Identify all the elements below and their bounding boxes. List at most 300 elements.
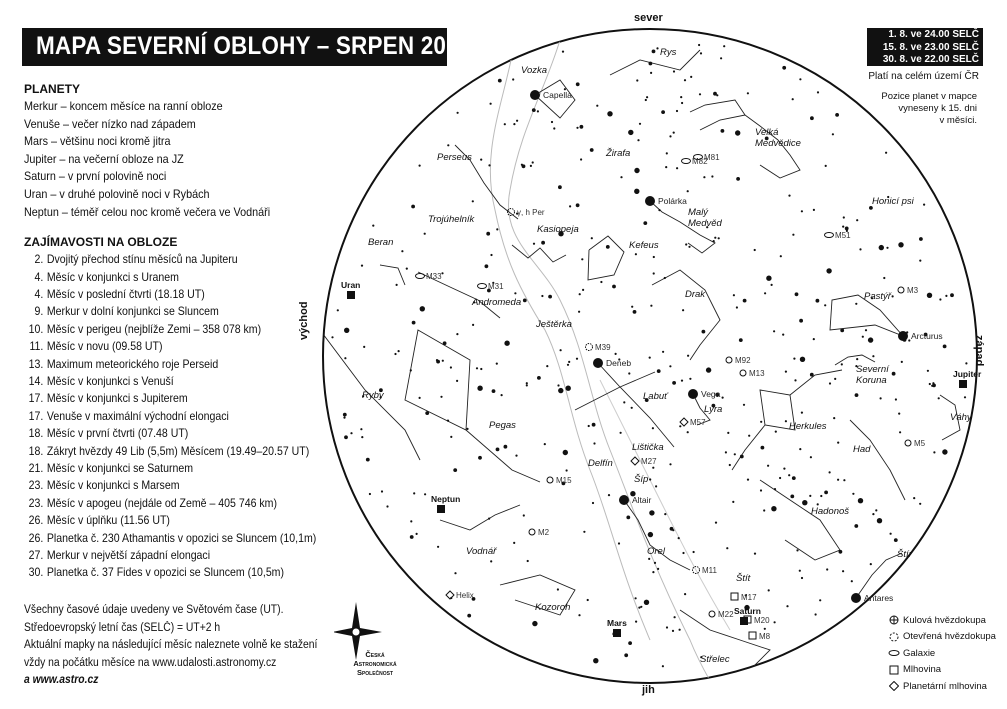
globular-cluster-icon xyxy=(709,611,715,617)
star xyxy=(372,225,374,227)
star xyxy=(706,367,711,372)
globular-cluster-icon xyxy=(529,529,535,535)
star xyxy=(841,363,843,365)
planet-item: Jupiter – na večerní obloze na JZ xyxy=(24,151,184,166)
object-label: M5 xyxy=(914,439,926,448)
star xyxy=(513,542,515,544)
star xyxy=(526,382,528,384)
star xyxy=(886,247,888,249)
legend-item xyxy=(885,662,996,679)
constellation-label: Kozoroh xyxy=(535,602,571,613)
legend-label: Kulová hvězdokupa xyxy=(903,614,986,626)
star xyxy=(800,357,805,362)
constellation-label: Had xyxy=(853,444,871,455)
star xyxy=(596,105,598,107)
star xyxy=(856,358,858,360)
star xyxy=(714,237,716,239)
event-text: Měsíc v konjunkci s Marsem xyxy=(46,478,180,493)
star xyxy=(802,500,807,505)
star xyxy=(801,210,803,212)
constellation-label: Herkules xyxy=(789,421,827,432)
legend-item xyxy=(885,629,996,646)
star xyxy=(366,458,370,462)
star xyxy=(788,474,790,476)
star xyxy=(837,479,839,481)
star xyxy=(754,553,756,555)
object-label: Helix xyxy=(456,591,474,600)
star xyxy=(447,420,449,422)
star xyxy=(410,520,412,522)
star xyxy=(872,355,874,357)
event-text: Planetka č. 37 Fides v opozici se Sluncem (10,5m) xyxy=(46,565,285,580)
star xyxy=(855,303,857,305)
star xyxy=(672,381,676,385)
star xyxy=(819,599,821,601)
constellation-label: Perseus xyxy=(437,152,472,163)
star xyxy=(492,389,496,393)
star xyxy=(842,570,844,572)
star xyxy=(514,292,516,294)
bright-star xyxy=(898,331,908,341)
star xyxy=(606,245,610,249)
logo-text: Společnost xyxy=(356,668,394,677)
star xyxy=(761,446,765,450)
star xyxy=(456,333,458,335)
star xyxy=(899,431,901,433)
star xyxy=(557,588,559,590)
event-date: 4. xyxy=(34,269,44,284)
star xyxy=(764,628,766,630)
star xyxy=(578,614,580,616)
logo-text: Astronomická xyxy=(353,659,397,668)
star xyxy=(655,485,657,487)
star xyxy=(472,200,474,202)
star xyxy=(644,600,649,605)
event-text: Zákryt hvězdy 49 Lib (5,5m) Měsícem (19.49–20.57 UT) xyxy=(46,443,310,458)
star xyxy=(726,547,728,549)
star xyxy=(736,306,738,308)
star xyxy=(648,558,650,560)
globular-cluster-icon xyxy=(726,357,732,363)
star xyxy=(544,443,546,445)
star xyxy=(747,479,749,481)
star xyxy=(943,345,947,349)
star xyxy=(522,164,526,168)
star xyxy=(512,78,514,80)
star xyxy=(783,468,785,470)
star xyxy=(794,379,796,381)
bright-star xyxy=(619,495,629,505)
galaxy-icon xyxy=(825,233,834,238)
star xyxy=(796,549,798,551)
footer-line: vždy na počátku měsíce na www.udalosti.astronomy.cz xyxy=(24,656,277,669)
star xyxy=(361,265,363,267)
event-date: 30. xyxy=(28,565,44,580)
object-label: M20 xyxy=(754,616,770,625)
logo-text: Česká xyxy=(365,650,385,659)
star xyxy=(715,522,717,524)
star xyxy=(913,497,915,499)
star xyxy=(942,449,947,454)
star xyxy=(788,195,790,197)
star xyxy=(711,175,713,177)
star xyxy=(785,371,787,373)
star xyxy=(490,254,492,256)
star xyxy=(824,491,828,495)
planet-marker xyxy=(613,629,621,637)
star xyxy=(774,621,776,623)
constellation-label: Žirafa xyxy=(606,148,631,159)
star xyxy=(840,329,844,333)
star xyxy=(396,284,398,286)
star xyxy=(657,369,661,373)
star xyxy=(938,397,940,399)
star xyxy=(673,132,675,134)
star-label: Capella xyxy=(543,90,572,100)
star xyxy=(662,351,664,353)
bright-star xyxy=(645,196,655,206)
star xyxy=(681,102,683,104)
star xyxy=(653,256,655,258)
star xyxy=(477,386,482,391)
society-logo xyxy=(334,600,404,690)
star xyxy=(833,417,835,419)
star xyxy=(580,125,584,129)
star xyxy=(689,378,691,380)
validity-note: Platí na celém území ČR xyxy=(868,71,979,82)
star xyxy=(588,425,590,427)
star xyxy=(799,570,801,572)
star xyxy=(631,407,633,409)
planet-label: Jupiter xyxy=(953,369,982,379)
legend-label: Planetární mlhovina xyxy=(903,680,987,692)
star xyxy=(360,428,362,430)
star xyxy=(892,295,894,297)
star xyxy=(688,246,690,248)
star xyxy=(631,306,633,308)
star xyxy=(532,108,536,112)
object-label: M11 xyxy=(702,566,717,575)
star xyxy=(843,216,845,218)
object-label: M2 xyxy=(538,528,550,537)
star xyxy=(643,221,647,225)
star xyxy=(504,123,506,125)
star xyxy=(810,373,814,377)
event-text: Měsíc v perigeu (nejblíže Zemi – 358 078 km) xyxy=(46,321,262,336)
star xyxy=(700,52,702,54)
planet-item: Merkur – koncem měsíce na ranní obloze xyxy=(24,99,223,113)
footer-line: a www.astro.cz xyxy=(24,674,99,687)
star xyxy=(344,357,346,359)
constellation-label: Lištička xyxy=(632,442,664,453)
star xyxy=(480,159,482,161)
star xyxy=(562,51,564,53)
direction-south: jih xyxy=(642,684,655,696)
constellation-label-part: Koruna xyxy=(856,375,887,386)
star xyxy=(649,62,653,66)
object-label: M33 xyxy=(426,272,442,281)
star xyxy=(732,501,734,503)
star xyxy=(649,478,651,480)
star xyxy=(687,190,689,192)
star xyxy=(635,621,637,623)
star xyxy=(872,513,874,515)
star xyxy=(735,130,740,135)
star xyxy=(607,111,612,116)
star xyxy=(558,185,562,189)
event-date: 27. xyxy=(28,548,44,563)
star xyxy=(401,250,403,252)
star xyxy=(801,412,803,414)
star xyxy=(581,258,583,260)
star xyxy=(628,372,630,374)
planetary-nebula-icon xyxy=(680,418,688,426)
constellation-label-part: Severní xyxy=(856,364,889,375)
star xyxy=(532,161,534,163)
star xyxy=(656,47,658,49)
star xyxy=(676,167,678,169)
star xyxy=(829,382,831,384)
star xyxy=(638,607,640,609)
open-cluster-icon xyxy=(586,344,593,351)
star xyxy=(672,630,674,632)
star xyxy=(702,330,706,334)
star xyxy=(933,451,935,453)
star xyxy=(600,281,602,283)
star xyxy=(454,572,456,574)
planet-item: Saturn – v první polovině noci xyxy=(24,169,167,184)
planet-label: Uran xyxy=(341,280,361,290)
star xyxy=(842,226,844,228)
constellation-label: Delfín xyxy=(588,458,613,469)
star xyxy=(480,368,482,370)
star xyxy=(419,165,421,167)
star xyxy=(919,503,921,505)
star xyxy=(740,455,744,459)
constellation-label-part: Malý xyxy=(688,207,709,218)
star xyxy=(879,245,884,250)
star xyxy=(381,490,383,492)
star xyxy=(950,293,954,297)
nebula-icon xyxy=(731,593,738,600)
direction-west: západ xyxy=(973,335,985,367)
planet-note-line: Pozice planet v mapce xyxy=(881,91,977,102)
star xyxy=(666,152,668,154)
event-date: 18. xyxy=(28,426,44,441)
star xyxy=(679,629,681,631)
star xyxy=(419,397,421,399)
star xyxy=(834,378,836,380)
star xyxy=(817,91,819,93)
star xyxy=(774,488,776,490)
event-text: Maximum meteorického roje Perseid xyxy=(46,356,219,371)
star xyxy=(713,240,715,242)
star xyxy=(856,219,858,221)
star-label: Deneb xyxy=(606,358,632,368)
legend-item xyxy=(885,678,996,695)
legend-item xyxy=(885,612,996,629)
star xyxy=(635,253,637,255)
star xyxy=(498,79,502,83)
star xyxy=(411,205,415,209)
star xyxy=(768,589,770,591)
star xyxy=(684,79,686,81)
star xyxy=(687,355,689,357)
star xyxy=(623,401,625,403)
star xyxy=(513,123,515,125)
constellation-label: Lyra xyxy=(704,404,723,415)
constellation-label: Šíp xyxy=(634,474,649,485)
object-label: M13 xyxy=(749,369,765,378)
star xyxy=(496,228,498,230)
star xyxy=(652,467,654,469)
star xyxy=(901,361,903,363)
event-text: Měsíc v konjunkci se Saturnem xyxy=(46,461,194,476)
star xyxy=(618,542,620,544)
event-text: Měsíc v poslední čtvrti (18.18 UT) xyxy=(46,286,205,301)
object-label: M51 xyxy=(835,231,851,240)
star xyxy=(566,386,571,391)
star xyxy=(456,380,458,382)
star xyxy=(799,448,801,450)
star xyxy=(634,189,639,194)
star xyxy=(612,285,616,289)
object-label: M22 xyxy=(718,610,734,619)
star xyxy=(478,456,482,460)
star xyxy=(674,616,676,618)
event-text: Merkur v největší západní elongaci xyxy=(46,548,211,563)
star xyxy=(743,404,745,406)
star-label: Polárka xyxy=(658,196,687,206)
constellation-label-part: Medvědice xyxy=(755,138,801,149)
star xyxy=(558,388,563,393)
star xyxy=(576,203,580,207)
star xyxy=(739,338,743,342)
star xyxy=(898,413,900,415)
event-text: Měsíc v konjunkci s Uranem xyxy=(46,269,179,284)
star xyxy=(820,495,822,497)
star xyxy=(526,384,528,386)
planet-label: Mars xyxy=(607,618,627,628)
constellation-label: Andromeda xyxy=(472,297,522,308)
date-line: 1. 8. ve 24.00 SELČ xyxy=(888,29,979,40)
legend-item xyxy=(885,645,996,662)
star xyxy=(516,120,518,122)
object-label: M57 xyxy=(690,418,706,427)
star xyxy=(504,341,509,346)
star xyxy=(620,176,622,178)
star xyxy=(608,494,610,496)
star xyxy=(486,232,490,236)
star xyxy=(593,658,598,663)
star xyxy=(398,350,400,352)
star xyxy=(447,144,449,146)
event-text: Planetka č. 230 Athamantis v opozici se Sluncem (10,1m) xyxy=(46,530,317,545)
star xyxy=(718,237,720,239)
map-labels xyxy=(341,47,982,665)
star xyxy=(548,295,552,299)
constellation-label-part: Medvěd xyxy=(688,218,722,229)
planet-marker xyxy=(959,380,967,388)
star xyxy=(576,358,578,360)
star xyxy=(682,552,684,554)
star xyxy=(443,341,447,345)
constellation-label: Střelec xyxy=(700,654,730,665)
constellation-label: Hadonoš xyxy=(811,506,850,517)
star-label: Vega xyxy=(701,389,721,399)
star xyxy=(580,158,582,160)
star xyxy=(490,560,492,562)
planet-label: Saturn xyxy=(734,606,761,616)
star xyxy=(485,264,489,268)
star xyxy=(858,498,863,503)
star xyxy=(851,580,853,582)
star xyxy=(420,306,425,311)
star xyxy=(932,384,936,388)
star xyxy=(488,164,490,166)
star xyxy=(690,76,692,78)
star xyxy=(829,471,831,473)
date-line: 30. 8. ve 22.00 SELČ xyxy=(882,54,979,65)
star xyxy=(496,363,498,365)
event-text: Měsíc v apogeu (nejdále od Země – 405 746 km) xyxy=(46,495,277,510)
constellation-label: Ještěrka xyxy=(536,319,572,330)
constellation-label: Štít xyxy=(736,573,751,584)
star xyxy=(894,538,898,542)
star xyxy=(837,442,839,444)
galaxy-icon xyxy=(885,649,903,657)
object-label: M17 xyxy=(741,593,757,602)
star xyxy=(782,334,784,336)
star xyxy=(795,292,799,296)
constellation-label: Beran xyxy=(368,237,394,248)
star xyxy=(809,495,811,497)
event-text: Měsíc v novu (09.58 UT) xyxy=(46,339,163,354)
star xyxy=(413,492,415,494)
star xyxy=(832,133,834,135)
star xyxy=(394,353,396,355)
star xyxy=(792,98,794,100)
constellation-label: Drak xyxy=(685,289,706,300)
star xyxy=(816,299,820,303)
star xyxy=(590,148,594,152)
star xyxy=(839,550,843,554)
event-date: 23. xyxy=(28,478,44,493)
star xyxy=(640,606,642,608)
star xyxy=(592,423,596,427)
star xyxy=(865,329,867,331)
horizon-circle xyxy=(323,29,977,683)
star xyxy=(337,309,339,311)
planetary-nebula-icon xyxy=(446,591,454,599)
star xyxy=(678,537,680,539)
star xyxy=(653,272,655,274)
star xyxy=(490,103,492,105)
star xyxy=(883,277,885,279)
star xyxy=(754,249,756,251)
star xyxy=(868,337,873,342)
footer-line: Středoevropský letní čas (SELČ) = UT+2 h xyxy=(24,621,221,634)
bright-star xyxy=(593,358,603,368)
star xyxy=(703,176,705,178)
planet-note-line: vyneseny k 15. dni xyxy=(898,103,977,114)
star xyxy=(527,560,529,562)
star xyxy=(771,506,776,511)
star xyxy=(919,237,923,241)
star xyxy=(855,393,859,397)
object-label: M31 xyxy=(488,282,504,291)
star xyxy=(412,321,416,325)
